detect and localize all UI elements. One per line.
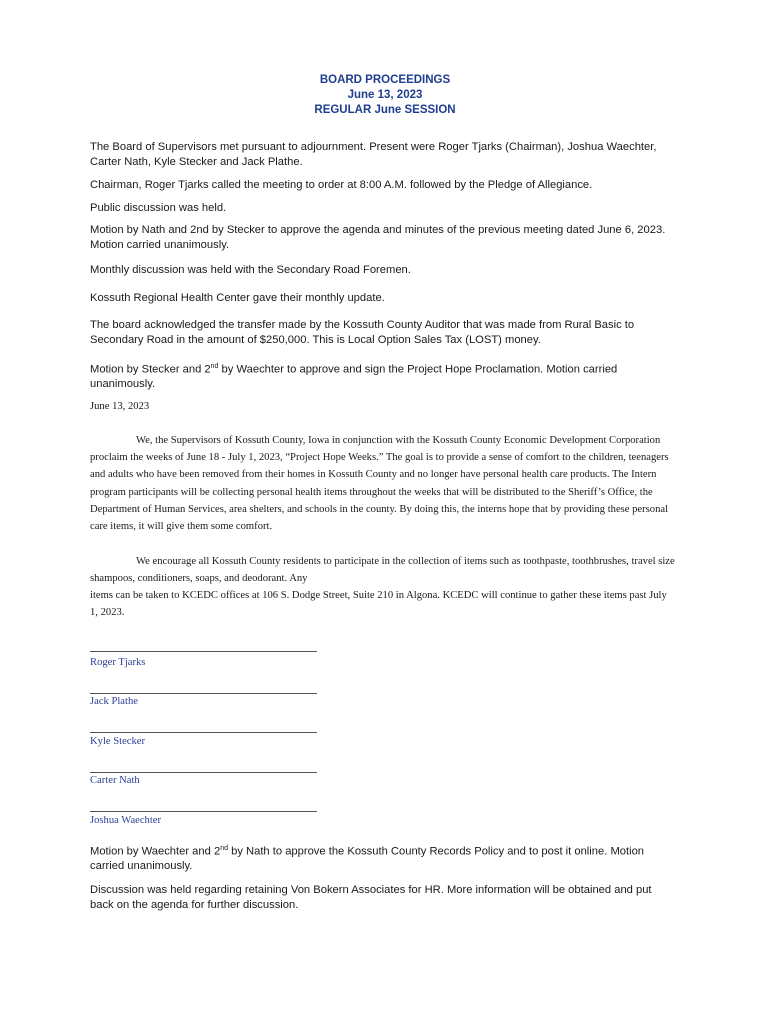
signature-name: Carter Nath <box>90 775 140 786</box>
paragraph-transfer: The board acknowledged the transfer made by the Kossuth County Auditor that was made from Rural Basic to Secondary Road in the amount of $250,000. This is Local Option Sales Tax (LOST) money. <box>90 319 635 346</box>
motion-text-start: Motion by Stecker and 2 <box>90 363 211 376</box>
document-header <box>0 73 770 118</box>
paragraph-health-center: Kossuth Regional Health Center gave their monthly update. <box>90 292 385 304</box>
signature-name: Roger Tjarks <box>90 657 146 668</box>
header-date: June 13, 2023 <box>347 89 423 101</box>
paragraph-attendance: The Board of Supervisors met pursuant to adjournment. Present were Roger Tjarks (Chairman), Joshua Waechter, Carter Nath, Kyle Stecker and Jack Plathe. <box>90 141 657 168</box>
proclamation-date: June 13, 2023 <box>90 401 150 412</box>
signature-line <box>90 651 317 652</box>
signature-line <box>90 772 317 773</box>
signature-name: Jack Plathe <box>90 696 138 707</box>
proclamation-paragraph-1: We, the Supervisors of Kossuth County, Iowa in conjunction with the Kossuth County Economic Development Corporation proclaim the weeks of June 18 - July 1, 2023, “Project Hope Weeks.” The goal is to provide a sense of comfort to the children, teenagers and adults who have been removed from their homes in Kossuth County and no longer have personal health care products. The Intern program participants will be collecting personal health items throughout the weeks that will be distributed to the Sheriff’s Office, the Department of Human Services, area shelters, and schools in the county. By doing this, the interns hope that by providing these personal care items, it will give them some comfort. <box>90 435 669 533</box>
header-session: REGULAR June SESSION <box>314 104 456 116</box>
ordinal-suffix: nd <box>220 845 228 852</box>
paragraph-call-to-order: Chairman, Roger Tjarks called the meeting to order at 8:00 A.M. followed by the Pledge of Allegiance. <box>90 179 593 191</box>
motion-text-end: by Waechter to approve and sign the Project Hope Proclamation. Motion carried unanimously. <box>90 363 618 391</box>
motion-text-start: Motion by Waechter and 2 <box>90 845 221 858</box>
header-title: BOARD PROCEEDINGS <box>319 74 451 86</box>
signature-line <box>90 732 317 733</box>
paragraph-project-hope-motion <box>90 360 675 392</box>
proclamation-paragraph-3: items can be taken to KCEDC offices at 106 S. Dodge Street, Suite 210 in Algona. KCEDC will continue to gather these items past July 1, 2023. <box>90 590 667 619</box>
signature-line <box>90 693 317 694</box>
paragraph-secondary-road: Monthly discussion was held with the Secondary Road Foremen. <box>90 264 411 276</box>
ordinal-suffix: nd <box>210 363 219 370</box>
paragraph-hr-discussion: Discussion was held regarding retaining Von Bokern Associates for HR. More information will be obtained and put back on the agenda for further discussion. <box>90 884 652 911</box>
signature-line <box>90 811 317 812</box>
paragraph-records-policy-motion <box>90 842 675 874</box>
motion-text-end: by Nath to approve the Kossuth County Records Policy and to post it online. Motion carried unanimously. <box>90 845 645 873</box>
signature-name: Kyle Stecker <box>90 736 146 747</box>
signature-name: Joshua Waechter <box>90 815 162 826</box>
proclamation-paragraph-2: We encourage all Kossuth County residents to participate in the collection of items such as toothpaste, toothbrushes, travel size shampoos, conditioners, soaps, and deodorant. Any <box>90 556 675 585</box>
paragraph-agenda-motion: Motion by Nath and 2nd by Stecker to approve the agenda and minutes of the previous meeting dated June 6, 2023. Motion carried unanimously. <box>90 224 666 251</box>
paragraph-public-discussion: Public discussion was held. <box>90 202 227 214</box>
